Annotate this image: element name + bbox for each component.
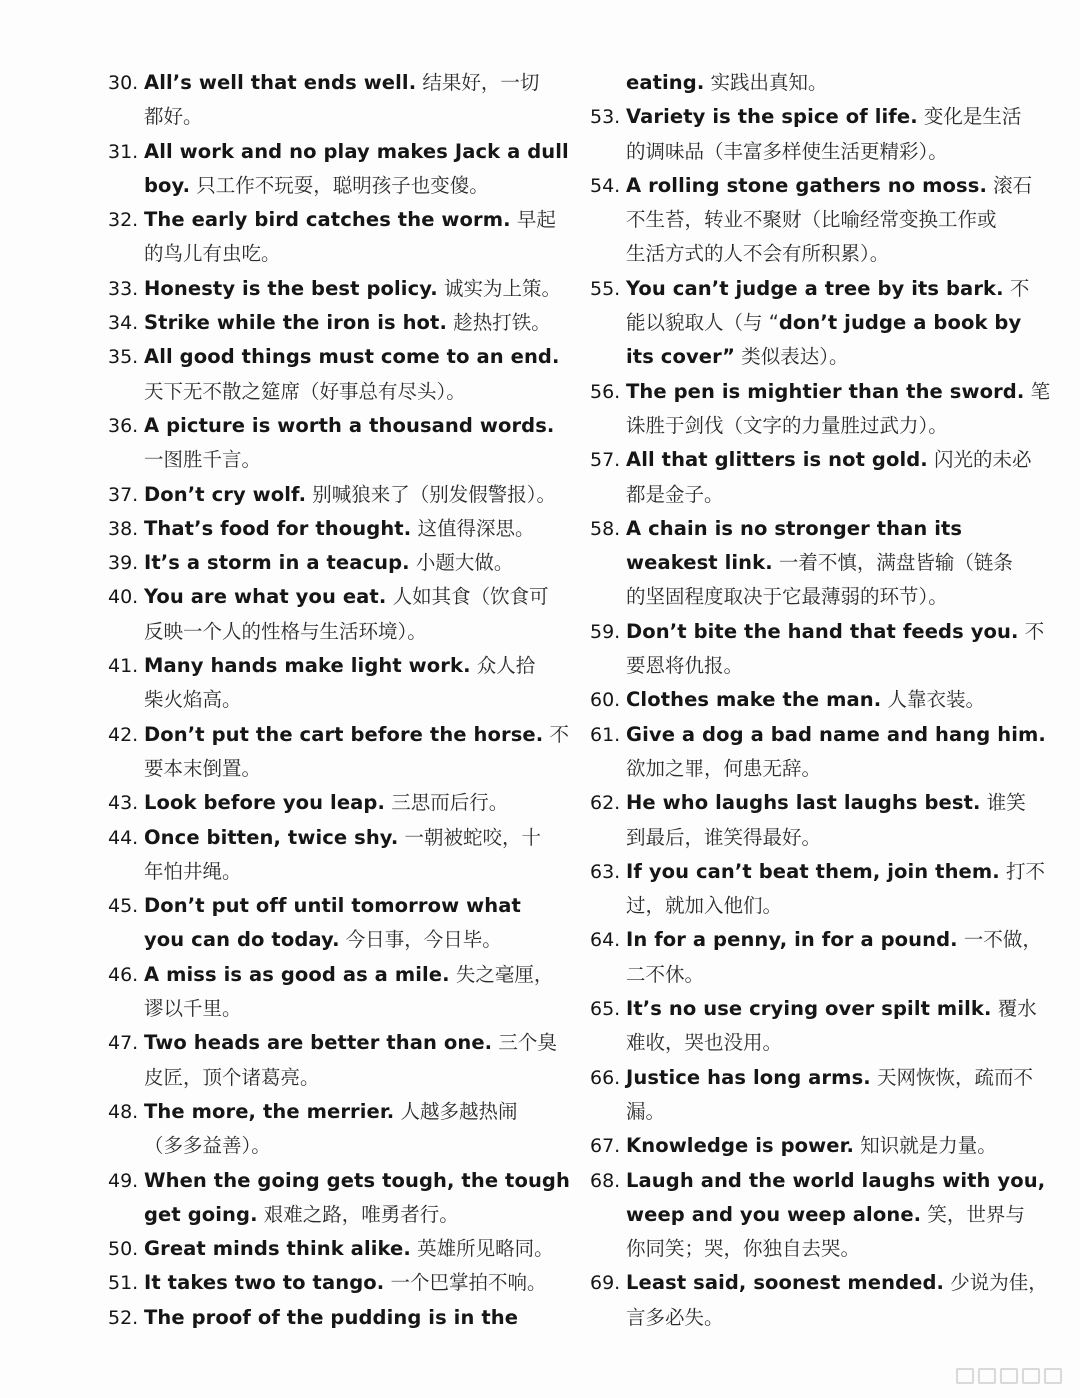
chinese-text: 生活方式的人不会有所积累）。 <box>626 242 890 266</box>
proverb-line <box>626 649 1010 683</box>
watermark-icon <box>956 1368 1062 1384</box>
proverb-number: 66. <box>590 1066 621 1089</box>
proverb-number: 46. <box>108 963 139 986</box>
proverb-line <box>144 923 528 957</box>
proverb-number: 50. <box>108 1238 139 1261</box>
proverb-line <box>626 478 1010 512</box>
chinese-text: 二不休。 <box>626 962 705 986</box>
proverb-number: 38. <box>108 517 139 540</box>
chinese-text: 闪光的未必 <box>934 448 1032 472</box>
proverb-line <box>144 409 555 443</box>
proverb-number: 51. <box>108 1272 139 1295</box>
proverb-entry <box>108 135 569 204</box>
proverb-line <box>144 375 528 409</box>
proverb-number: 45. <box>108 895 139 918</box>
chinese-text: 言多必失。 <box>626 1305 724 1329</box>
chinese-text: 一朝被蛇咬，十 <box>404 825 542 849</box>
proverb-number: 59. <box>590 620 621 643</box>
chinese-text: 谬以千里。 <box>144 997 242 1021</box>
proverb-number: 33. <box>108 277 139 300</box>
proverb-entry <box>108 718 569 787</box>
chinese-text: 柴火焰高。 <box>144 688 242 712</box>
chinese-text: 都好。 <box>144 105 203 129</box>
proverb-line <box>144 752 528 786</box>
chinese-text: 的坚固程度取决于它最薄弱的环节）。 <box>626 585 948 609</box>
proverb-line <box>626 889 1010 923</box>
proverb-line <box>144 1129 528 1163</box>
chinese-text: 诚实为上策。 <box>443 276 561 300</box>
proverb-line <box>626 272 1030 306</box>
proverb-line <box>144 1061 528 1095</box>
chinese-text: 天下无不散之筵席（好事总有尽头）。 <box>144 379 466 403</box>
chinese-text: 到最后，谁笑得最好。 <box>626 825 822 849</box>
english-text: A picture is worth a thousand words. <box>144 413 555 437</box>
proverb-line <box>144 203 556 237</box>
chinese-text: 滚石 <box>993 173 1033 197</box>
chinese-text: 打不 <box>1006 859 1046 883</box>
english-text: Justice has long arms. <box>626 1065 871 1089</box>
proverb-number: 30. <box>108 72 139 94</box>
proverb-line <box>626 306 1022 340</box>
proverb-number: 39. <box>108 552 139 575</box>
chinese-text: 漏。 <box>626 1099 666 1123</box>
chinese-text: 人如其食（饮食可 <box>392 585 549 609</box>
proverb-entry <box>590 1061 1033 1130</box>
proverb-entry <box>590 169 1033 272</box>
chinese-text: 年怕井绳。 <box>144 859 242 883</box>
english-text: The early bird catches the worm. <box>144 208 511 232</box>
proverb-entry <box>590 1129 1010 1163</box>
english-text: A chain is no stronger than its <box>626 516 963 540</box>
proverb-line <box>626 855 1046 889</box>
chinese-text: 一着不慎，满盘皆输（链条 <box>778 551 1013 575</box>
chinese-text: 天网恢恢，疏而不 <box>876 1065 1033 1089</box>
proverb-entry <box>108 512 535 546</box>
proverb-line <box>626 340 1010 374</box>
english-text: get going. <box>144 1202 258 1226</box>
english-text: you can do today. <box>144 928 340 952</box>
english-text: All’s well that ends well. <box>144 71 417 94</box>
english-text: Once bitten, twice shy. <box>144 825 399 849</box>
proverb-number: 41. <box>108 655 139 678</box>
proverb-line <box>144 821 542 855</box>
proverb-number: 42. <box>108 723 139 746</box>
proverb-line <box>626 375 1051 409</box>
proverb-number: 48. <box>108 1100 139 1123</box>
english-text: Laugh and the world laughs with you, <box>626 1168 1046 1192</box>
chinese-text: （多多益善）。 <box>144 1134 271 1158</box>
proverb-number: 40. <box>108 586 139 609</box>
proverb-line <box>626 1061 1033 1095</box>
proverb-line <box>626 1232 1010 1266</box>
proverb-number: 63. <box>590 860 621 883</box>
english-text: The pen is mightier than the sword. <box>626 379 1025 403</box>
chinese-text: 不生苔，转业不聚财（比喻经常变换工作或 <box>626 208 997 232</box>
proverb-entry <box>590 443 1032 512</box>
proverb-line <box>626 786 1026 820</box>
proverb-number: 52. <box>108 1306 139 1329</box>
proverb-number: 37. <box>108 483 139 506</box>
english-text: Don’t put off until tomorrow what <box>144 894 521 918</box>
proverb-entry <box>108 340 560 409</box>
proverb-entry <box>108 546 528 580</box>
proverb-entry <box>590 786 1026 855</box>
proverb-line <box>144 546 528 580</box>
english-text: The more, the merrier. <box>144 1099 395 1123</box>
proverb-entry <box>590 718 1046 787</box>
proverb-line <box>144 580 549 614</box>
english-text: Great minds think alike. <box>144 1237 411 1261</box>
proverb-number: 56. <box>590 380 621 403</box>
proverb-line <box>626 923 1042 957</box>
chinese-text: 趁热打铁。 <box>453 311 551 335</box>
proverb-entry <box>590 992 1037 1061</box>
proverb-line <box>144 786 528 820</box>
english-text: Don’t bite the hand that feeds you. <box>626 619 1019 643</box>
english-text: Clothes make the man. <box>626 688 882 712</box>
chinese-text: 艰难之路，唯勇者行。 <box>263 1202 459 1226</box>
chinese-text: 实践出真知。 <box>710 71 828 94</box>
chinese-text: 难收，哭也没用。 <box>626 1031 783 1055</box>
proverb-line <box>144 1026 557 1060</box>
proverb-entry <box>108 1266 547 1300</box>
proverb-number: 61. <box>590 723 621 746</box>
proverb-number: 36. <box>108 414 139 437</box>
proverb-number: 32. <box>108 209 139 232</box>
proverb-entry <box>108 1232 554 1266</box>
english-text: its cover” <box>626 345 736 369</box>
proverb-line <box>144 615 528 649</box>
english-text: Two heads are better than one. <box>144 1031 493 1055</box>
proverb-line <box>626 683 1010 717</box>
proverb-entry <box>590 375 1051 444</box>
proverb-line <box>144 889 528 923</box>
chinese-text: 少说为佳， <box>950 1271 1048 1295</box>
proverb-entry <box>590 272 1030 375</box>
right-column <box>590 66 1051 1335</box>
proverb-number: 53. <box>590 106 621 129</box>
english-text: Look before you leap. <box>144 791 385 815</box>
proverb-line <box>144 958 554 992</box>
proverb-entry <box>108 821 542 890</box>
proverb-line <box>144 1301 528 1335</box>
chinese-text: 知识就是力量。 <box>860 1134 997 1158</box>
proverb-line <box>144 992 528 1026</box>
chinese-text: 结果好，一切 <box>422 71 540 94</box>
proverb-line <box>144 135 569 169</box>
english-text: When the going gets tough, the tough <box>144 1168 570 1192</box>
english-text: Variety is the spice of life. <box>626 105 918 129</box>
proverb-number: 49. <box>108 1169 139 1192</box>
chinese-text: 一不做， <box>963 928 1042 952</box>
chinese-text: 变化是生活 <box>923 105 1022 129</box>
proverb-entry <box>590 66 1010 100</box>
english-text: That’s food for thought. <box>144 516 412 540</box>
proverb-entry <box>108 306 551 340</box>
proverb-line <box>144 169 528 203</box>
english-text: You are what you eat. <box>144 585 387 609</box>
proverb-entry <box>108 889 528 958</box>
chinese-text: 只工作不玩耍，聪明孩子也变傻。 <box>196 173 489 197</box>
proverb-line <box>626 718 1046 752</box>
english-text: Honesty is the best policy. <box>144 276 438 300</box>
chinese-text: 过，就加入他们。 <box>626 894 783 918</box>
left-column <box>108 66 570 1335</box>
chinese-text: 一图胜千言。 <box>144 448 262 472</box>
proverb-entry <box>108 409 555 478</box>
chinese-text: 皮匠，顶个诸葛亮。 <box>144 1065 320 1089</box>
chinese-text: 三思而后行。 <box>391 791 509 815</box>
proverb-entry <box>590 683 1010 717</box>
proverb-number: 55. <box>590 277 621 300</box>
proverb-line <box>626 169 1033 203</box>
proverb-entry <box>590 1266 1048 1335</box>
english-text: In for a penny, in for a pound. <box>626 928 958 952</box>
proverb-line <box>144 649 536 683</box>
proverb-line <box>626 958 1010 992</box>
proverb-number: 67. <box>590 1135 621 1158</box>
english-text: weakest link. <box>626 551 773 575</box>
chinese-text: 的调味品（丰富多样使生活更精彩）。 <box>626 139 948 163</box>
proverb-entry <box>108 1164 570 1233</box>
proverb-line <box>144 306 551 340</box>
proverb-line <box>144 1164 570 1198</box>
proverb-line <box>144 1266 547 1300</box>
english-text: Knowledge is power. <box>626 1134 855 1158</box>
english-text: All that glitters is not gold. <box>626 448 928 472</box>
proverb-line <box>626 409 1010 443</box>
proverb-number: 35. <box>108 346 139 369</box>
proverb-line <box>626 615 1045 649</box>
proverb-line <box>626 752 1010 786</box>
proverb-line <box>626 512 1010 546</box>
proverb-line <box>626 1026 1010 1060</box>
proverb-entry <box>108 1301 528 1335</box>
english-text: The proof of the pudding is in the <box>144 1305 519 1329</box>
proverb-line <box>144 272 561 306</box>
chinese-text: 这值得深思。 <box>417 516 535 540</box>
chinese-text: 都是金子。 <box>626 482 724 506</box>
english-text: Strike while the iron is hot. <box>144 311 447 335</box>
english-text: Give a dog a bad name and hang him. <box>626 722 1046 746</box>
proverb-number: 44. <box>108 826 139 849</box>
chinese-text: 不 <box>1009 276 1030 300</box>
proverb-line <box>626 1095 1010 1129</box>
proverb-entry <box>108 272 561 306</box>
proverb-entry <box>590 855 1046 924</box>
proverb-number: 58. <box>590 517 621 540</box>
english-text: All work and no play makes Jack a dull <box>144 139 569 163</box>
proverb-line <box>144 1232 554 1266</box>
chinese-text: 别喊狼来了（别发假警报）。 <box>312 482 557 506</box>
chinese-text: 诛胜于剑伐（文字的力量胜过武力）。 <box>626 413 948 437</box>
proverb-entry <box>108 1095 528 1164</box>
chinese-text: 早起 <box>516 208 556 232</box>
english-text: It’s no use crying over spilt milk. <box>626 997 992 1021</box>
chinese-text: 笑，世界与 <box>927 1202 1025 1226</box>
proverb-line <box>626 546 1013 580</box>
proverb-line <box>144 237 528 271</box>
proverb-line <box>626 992 1037 1026</box>
chinese-text: 类似表达）。 <box>741 345 849 369</box>
proverb-entry <box>590 512 1013 615</box>
proverb-line <box>144 1095 528 1129</box>
english-text: eating. <box>626 71 705 94</box>
english-text: Don’t put the cart before the horse. <box>144 722 544 746</box>
proverb-number: 68. <box>590 1169 621 1192</box>
proverb-line <box>626 1164 1046 1198</box>
english-text: A miss is as good as a mile. <box>144 962 450 986</box>
chinese-text: 谁笑 <box>986 791 1026 815</box>
proverb-line <box>144 443 528 477</box>
chinese-text: 笔 <box>1030 379 1051 403</box>
proverb-line <box>626 1198 1025 1232</box>
chinese-text: 一个巴掌拍不响。 <box>390 1271 547 1295</box>
chinese-text: 欲加之罪，何患无辞。 <box>626 756 822 780</box>
proverb-number: 60. <box>590 689 621 712</box>
proverb-line <box>144 1198 528 1232</box>
proverb-entry <box>108 66 540 135</box>
proverb-entry <box>108 1026 557 1095</box>
chinese-text: 反映一个人的性格与生活环境）。 <box>144 619 427 643</box>
proverb-line <box>144 718 569 752</box>
english-text: Don’t cry wolf. <box>144 482 307 506</box>
english-text: don’t judge a book by <box>778 311 1022 335</box>
proverb-line <box>144 66 540 100</box>
proverb-entry <box>590 615 1045 684</box>
chinese-text: 人越多越热闹 <box>400 1099 518 1123</box>
proverb-number: 69. <box>590 1272 621 1295</box>
proverb-line <box>626 580 1010 614</box>
proverb-entry <box>108 478 557 512</box>
proverb-line <box>626 66 1010 100</box>
english-text: All good things must come to an end. <box>144 345 560 369</box>
proverb-entry <box>108 786 528 820</box>
proverb-number: 34. <box>108 312 139 335</box>
chinese-text: 失之毫厘， <box>455 962 554 986</box>
english-text: weep and you weep alone. <box>626 1202 922 1226</box>
proverb-line <box>144 478 557 512</box>
english-text: He who laughs last laughs best. <box>626 791 981 815</box>
proverb-line <box>144 100 528 134</box>
proverb-number: 47. <box>108 1032 139 1055</box>
english-text: It’s a storm in a teacup. <box>144 551 410 575</box>
chinese-text: 不 <box>1024 619 1045 643</box>
proverb-number: 65. <box>590 998 621 1021</box>
proverb-line <box>626 1266 1048 1300</box>
proverb-number: 64. <box>590 929 621 952</box>
proverb-line <box>626 203 1010 237</box>
proverb-line <box>626 237 1010 271</box>
proverb-entry <box>590 1164 1046 1267</box>
proverb-line <box>626 821 1010 855</box>
proverb-line <box>144 855 528 889</box>
english-text: It takes two to tango. <box>144 1271 385 1295</box>
chinese-text: 的鸟儿有虫吃。 <box>144 242 281 266</box>
proverb-entry <box>108 958 554 1027</box>
chinese-text: 要本末倒置。 <box>144 756 262 780</box>
proverb-entry <box>108 203 556 272</box>
proverb-entry <box>590 923 1042 992</box>
proverb-number: 62. <box>590 792 621 815</box>
english-text: If you can’t beat them, join them. <box>626 859 1000 883</box>
chinese-text: 覆水 <box>997 997 1037 1021</box>
chinese-text: 要恩将仇报。 <box>626 654 744 678</box>
chinese-text: 小题大做。 <box>415 551 514 575</box>
english-text: Many hands make light work. <box>144 654 471 678</box>
proverb-line <box>626 1301 1010 1335</box>
english-text: Least said, soonest mended. <box>626 1271 945 1295</box>
proverb-entry <box>108 580 549 649</box>
english-text: A rolling stone gathers no moss. <box>626 173 987 197</box>
chinese-text: 英雄所见略同。 <box>417 1237 554 1261</box>
proverb-line <box>626 1129 1010 1163</box>
proverb-entry <box>108 649 536 718</box>
proverb-number: 43. <box>108 792 139 815</box>
proverb-number: 57. <box>590 449 621 472</box>
proverb-line <box>626 100 1022 134</box>
english-text: boy. <box>144 173 191 197</box>
proverb-line <box>626 443 1032 477</box>
proverb-number: 54. <box>590 174 621 197</box>
proverb-entry <box>590 100 1022 169</box>
proverb-line <box>144 512 535 546</box>
proverb-line <box>144 683 528 717</box>
chinese-text: 众人拾 <box>476 654 536 678</box>
chinese-text: 能以貌取人（与 “ <box>626 311 779 335</box>
chinese-text: 不 <box>549 722 569 746</box>
chinese-text: 三个臭 <box>498 1031 557 1055</box>
proverb-line <box>626 135 1010 169</box>
chinese-text: 今日事，今日毕。 <box>345 928 502 952</box>
english-text: You can’t judge a tree by its bark. <box>626 276 1004 300</box>
chinese-text: 人靠衣装。 <box>887 688 985 712</box>
proverb-number: 31. <box>108 140 139 163</box>
proverb-line <box>144 340 560 374</box>
chinese-text: 你同笑；哭，你独自去哭。 <box>626 1237 861 1261</box>
